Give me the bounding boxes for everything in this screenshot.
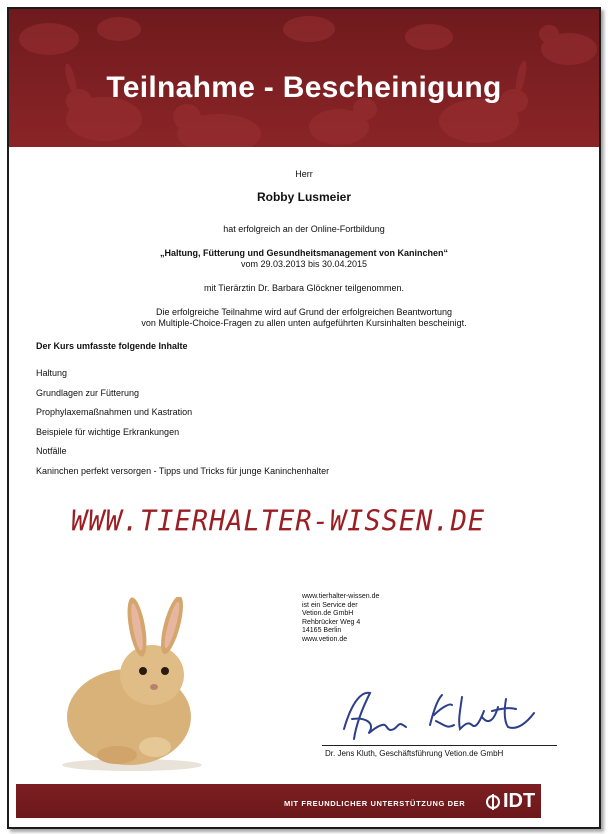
address-line: www.vetion.de <box>302 635 348 643</box>
course-item: Grundlagen zur Fütterung <box>36 388 140 398</box>
page-title: Teilnahme - Bescheinigung <box>106 71 502 104</box>
footer-banner <box>16 784 541 818</box>
address-line: Vetion.de GmbH <box>302 610 354 618</box>
course-item: Prophylaxemaßnahmen und Kastration <box>36 407 193 417</box>
course-item: Kaninchen perfekt versorgen - Tipps und Tricks für junge Kaninchenhalter <box>36 466 330 476</box>
course-title: „Haltung, Fütterung und Gesundheitsmanagement von Kaninchen“ <box>159 248 448 258</box>
idt-logo-icon <box>486 793 500 811</box>
idt-logo <box>486 790 535 813</box>
footer-text: MIT FREUNDLICHER UNTERSTÜTZUNG DER <box>284 799 466 808</box>
address-line: Rehbrücker Weg 4 <box>302 618 361 626</box>
course-item: Notfälle <box>36 446 67 456</box>
signature-line <box>322 745 557 746</box>
recipient-name: Robby Lusmeier <box>256 190 352 204</box>
idt-logo-text: IDT <box>503 790 536 812</box>
address-line: ist ein Service der <box>302 601 358 609</box>
instructor-text: mit Tierärztin Dr. Barbara Glöckner teilgenommen. <box>203 283 405 293</box>
header-banner <box>9 9 599 147</box>
salutation: Herr <box>295 169 313 179</box>
course-dates: vom 29.03.2013 bis 30.04.2015 <box>240 259 368 269</box>
address-block <box>302 593 379 645</box>
course-item: Haltung <box>36 368 68 378</box>
statement-line-2: von Multiple-Choice-Fragen zu allen unten aufgeführten Kursinhalten bescheinigt. <box>141 318 467 328</box>
address-line: www.tierhalter-wissen.de <box>302 593 380 600</box>
certificate-frame <box>7 7 601 829</box>
course-heading: Der Kurs umfasste folgende Inhalte <box>36 341 188 351</box>
intro-text: hat erfolgreich an der Online-Fortbildung <box>223 224 385 234</box>
statement-line-1: Die erfolgreiche Teilnahme wird auf Grund der erfolgreichen Beantwortung <box>156 307 452 317</box>
course-item: Beispiele für wichtige Erkrankungen <box>36 427 180 437</box>
address-line: 14165 Berlin <box>302 627 342 635</box>
rabbit-photo <box>57 597 207 772</box>
signature-caption: Dr. Jens Kluth, Geschäftsführung Vetion.de GmbH <box>325 749 504 758</box>
handwritten-signature <box>322 681 552 745</box>
website-banner: WWW.TIERHALTER-WISSEN.DE <box>71 505 486 538</box>
